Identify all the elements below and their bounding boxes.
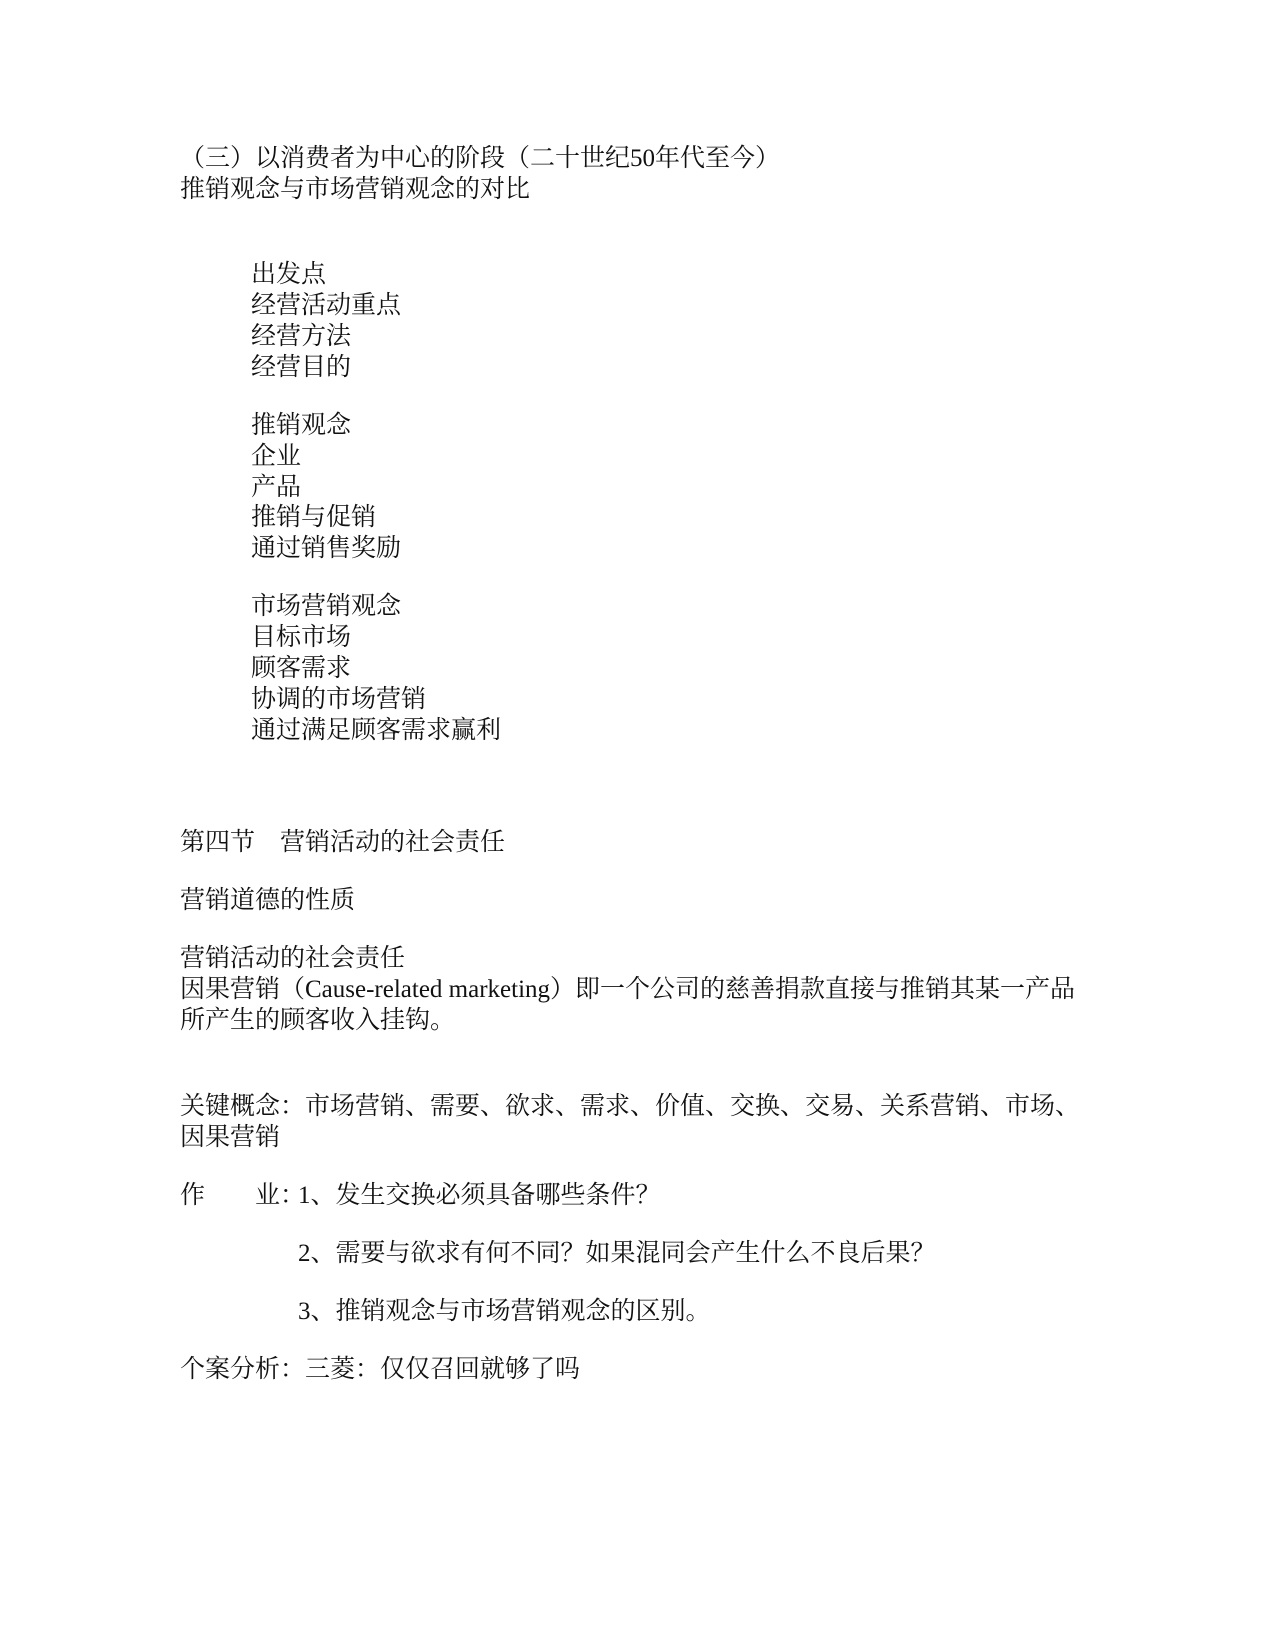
section-heading: （三）以消费者为中心的阶段（二十世纪50年代至今） — [180, 145, 781, 172]
homework-item: 2、需要与欲求有何不同？如果混同会产生什么不良后果？ — [298, 1240, 936, 1267]
selling-concept-item: 企业 — [251, 443, 302, 470]
homework-item: 3、推销观念与市场营销观念的区别。 — [298, 1298, 711, 1325]
key-concepts-cont: 因果营销 — [180, 1124, 281, 1151]
cause-marketing-definition-cont: 所产生的顾客收入挂钩。 — [180, 1007, 456, 1034]
cause-marketing-definition: 因果营销（Cause-related marketing）即一个公司的慈善捐款直接与推销其某一产品 — [180, 976, 1076, 1003]
marketing-concept-item: 通过满足顾客需求赢利 — [251, 717, 502, 744]
selling-concept-item: 通过销售奖励 — [251, 535, 402, 562]
chapter-section-heading: 第四节 营销活动的社会责任 — [180, 829, 506, 856]
key-concepts: 关键概念：市场营销、需要、欲求、需求、价值、交换、交易、关系营销、市场、 — [180, 1093, 1081, 1120]
responsibility-heading: 营销活动的社会责任 — [180, 945, 406, 972]
marketing-concept-item: 目标市场 — [251, 624, 352, 651]
selling-concept-item: 推销与促销 — [251, 504, 377, 531]
selling-concept-item: 产品 — [251, 474, 302, 501]
homework-item: 1、发生交换必须具备哪些条件？ — [298, 1182, 661, 1209]
homework-label: 作 业： — [180, 1182, 306, 1209]
marketing-concept-item: 协调的市场营销 — [251, 686, 427, 713]
selling-concept-title: 推销观念 — [251, 412, 352, 439]
marketing-concept-title: 市场营销观念 — [251, 593, 402, 620]
marketing-concept-item: 顾客需求 — [251, 655, 352, 682]
comparison-title: 推销观念与市场营销观念的对比 — [180, 176, 531, 203]
case-study: 个案分析：三菱：仅仅召回就够了吗 — [180, 1356, 581, 1383]
criteria-item: 经营方法 — [251, 323, 352, 350]
criteria-item: 出发点 — [251, 261, 327, 288]
ethics-heading: 营销道德的性质 — [180, 887, 356, 914]
criteria-item: 经营活动重点 — [251, 292, 402, 319]
criteria-item: 经营目的 — [251, 354, 352, 381]
